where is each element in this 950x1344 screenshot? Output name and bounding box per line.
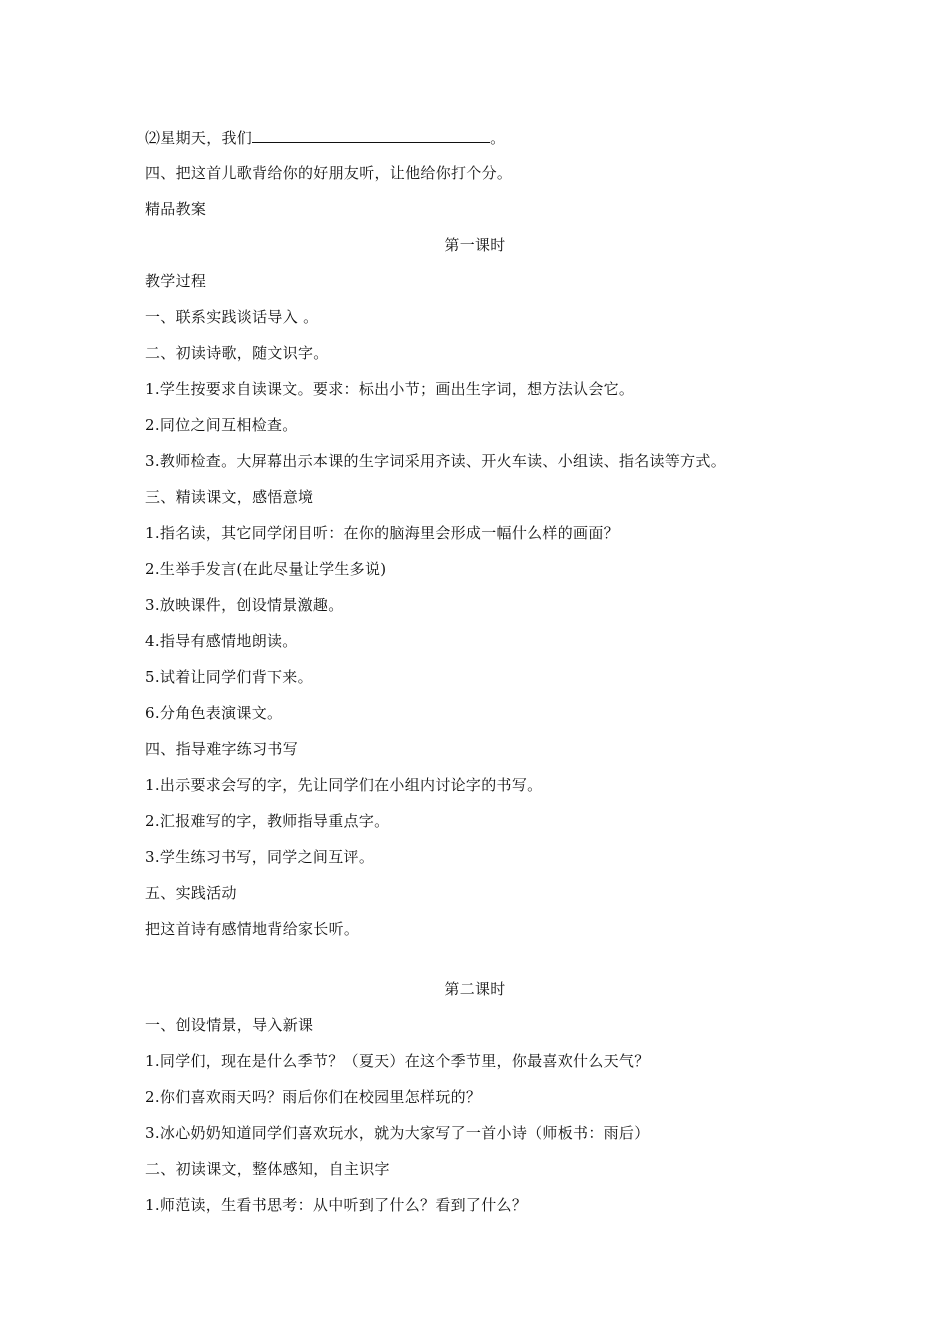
step-heading: 一、创设情景，导入新课: [145, 1016, 314, 1034]
step-item: 2.同位之间互相检查。: [145, 416, 298, 434]
step-item: 3.放映课件，创设情景激趣。: [145, 596, 344, 614]
step-item: 1.师范读，生看书思考：从中听到了什么？看到了什么？: [145, 1196, 528, 1214]
step-item: 6.分角色表演课文。: [145, 704, 283, 722]
fill-blank-prefix: ⑵星期天，我们: [145, 129, 253, 147]
step-item: 3.冰心奶奶知道同学们喜欢玩水，就为大家写了一首小诗（师板书：雨后）: [145, 1124, 650, 1142]
step-item: 1.指名读，其它同学闭目听：在你的脑海里会形成一幅什么样的画面？: [145, 524, 619, 542]
step-heading: 二、初读诗歌，随文识字。: [145, 344, 329, 362]
step-item: 1.出示要求会写的字，先让同学们在小组内讨论字的书写。: [145, 776, 543, 794]
step-heading: 四、指导难字练习书写: [145, 740, 299, 758]
step-item: 3.教师检查。大屏幕出示本课的生字词采用齐读、开火车读、小组读、指名读等方式。: [145, 452, 727, 470]
step-item: 3.学生练习书写，同学之间互评。: [145, 848, 375, 866]
step-item: 把这首诗有感情地背给家长听。: [145, 920, 360, 938]
answer-blank[interactable]: [252, 127, 490, 143]
step-item: 1.学生按要求自读课文。要求：标出小节；画出生字词，想方法认会它。: [145, 380, 635, 398]
section-label: 精品教案: [145, 200, 207, 218]
step-item: 1.同学们，现在是什么季节？（夏天）在这个季节里，你最喜欢什么天气？: [145, 1052, 650, 1070]
step-heading: 二、初读课文，整体感知，自主识字: [145, 1160, 390, 1178]
step-heading: 三、精读课文，感悟意境: [145, 488, 314, 506]
fill-blank-line: [145, 127, 505, 148]
step-item: 2.你们喜欢雨天吗？雨后你们在校园里怎样玩的？: [145, 1088, 482, 1106]
step-item: 2.生举手发言(在此尽量让学生多说): [145, 560, 387, 578]
step-heading: 五、实践活动: [145, 884, 237, 902]
lesson-heading: 第二课时: [444, 980, 506, 998]
step-item: 5.试着让同学们背下来。: [145, 668, 313, 686]
exercise-instruction: 四、把这首儿歌背给你的好朋友听，让他给你打个分。: [145, 164, 513, 182]
step-heading: 一、联系实践谈话导入 。: [145, 308, 319, 326]
subheading: 教学过程: [145, 272, 207, 290]
fill-blank-suffix: 。: [490, 129, 506, 147]
lesson-heading: 第一课时: [444, 236, 506, 254]
step-item: 2.汇报难写的字，教师指导重点字。: [145, 812, 390, 830]
step-item: 4.指导有感情地朗读。: [145, 632, 298, 650]
